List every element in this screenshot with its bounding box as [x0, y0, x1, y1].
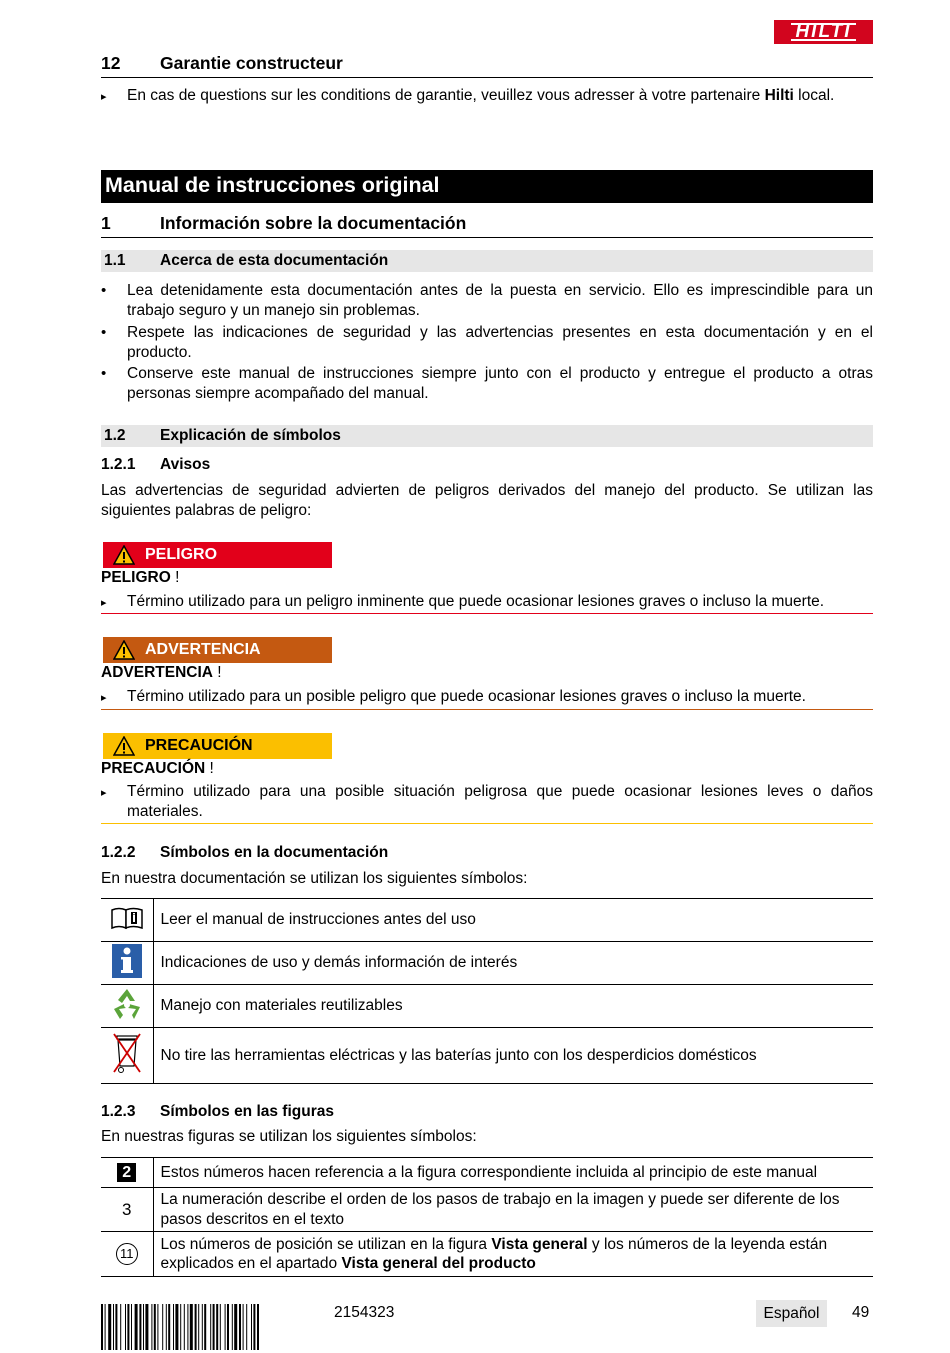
- peligro-description: ▸ Término utilizado para un peligro inminente que puede ocasionar lesiones graves o incluso la muerte.: [101, 592, 873, 614]
- info-icon: [112, 965, 142, 982]
- table-row: 11 Los números de posición se utilizan en la figura Vista general y los números de la leyenda están explicados en el apartado Vista general del producto: [101, 1232, 873, 1277]
- fig-symbols-table: [101, 1157, 873, 1277]
- barcode-icon: [101, 1304, 313, 1350]
- peligro-rule: [101, 613, 873, 614]
- manual-title: Manual de instrucciones original: [101, 170, 873, 203]
- precaucion-word: PRECAUCIÓN !: [101, 760, 214, 777]
- section-1-2-3-heading: 1.2.3 Símbolos en las figuras: [101, 1103, 334, 1120]
- arrow-bullet-icon: ▸: [101, 597, 107, 609]
- language-label: Español: [756, 1300, 827, 1327]
- symbols-fig-intro: En nuestras figuras se utilizan los siguientes símbolos:: [101, 1128, 477, 1145]
- warranty-bullet: ▸ En cas de questions sur les conditions de garantie, veuillez vous adresser à votre partenaire Hilti local.: [101, 86, 873, 108]
- table-row: Leer el manual de instrucciones antes del uso: [101, 899, 873, 942]
- section-1-2-heading: 1.2 Explicación de símbolos: [101, 425, 873, 447]
- recycle-icon: [110, 1008, 144, 1025]
- peligro-sign: PELIGRO: [103, 542, 332, 568]
- table-row: Manejo con materiales reutilizables: [101, 985, 873, 1028]
- warning-triangle-icon: [103, 736, 145, 756]
- doc-symbols-table: [101, 898, 873, 1084]
- list-item: • Conserve este manual de instrucciones siempre junto con el producto y entregue el producto a otras personas siempre acompañado del manual.: [101, 365, 873, 402]
- table-row: 2 Estos números hacen referencia a la figura correspondiente incluida al principio de este manual: [101, 1158, 873, 1188]
- peligro-word: PELIGRO !: [101, 569, 180, 586]
- section-1-2-1-heading: 1.2.1 Avisos: [101, 456, 211, 473]
- precaucion-description: ▸ Término utilizado para una posible situación peligrosa que puede ocasionar lesiones leves o daños materiales.: [101, 783, 873, 820]
- section-1-1-heading: 1.1 Acerca de esta documentación: [101, 250, 873, 272]
- hilti-logo: HILTI: [774, 20, 873, 44]
- advertencia-word: ADVERTENCIA !: [101, 664, 222, 681]
- warning-triangle-icon: [103, 640, 145, 660]
- advertencia-description: ▸ Término utilizado para un posible peligro que puede ocasionar lesiones graves o incluso la muerte.: [101, 687, 873, 709]
- list-item: • Lea detenidamente esta documentación antes de la puesta en servicio. Ello es imprescindible para un trabajo seguro y un manejo sin problemas.: [101, 282, 873, 319]
- list-item: • Respete las indicaciones de seguridad y las advertencias presentes en esta documentación y en el producto.: [101, 324, 873, 361]
- arrow-bullet-icon: ▸: [101, 692, 107, 704]
- figure-number-icon: 2: [117, 1163, 136, 1182]
- table-row: 3 La numeración describe el orden de los pasos de trabajo en la imagen y puede ser diferente de los pasos descritos en el texto: [101, 1188, 873, 1232]
- section-1-2-2-heading: 1.2.2 Símbolos en la documentación: [101, 844, 389, 861]
- document-code: 2154323: [334, 1304, 395, 1321]
- section-1-heading: 1 Información sobre la documentación: [101, 213, 873, 238]
- arrow-bullet-icon: ▸: [101, 787, 107, 799]
- page-number: 49: [852, 1304, 870, 1321]
- crossed-bin-icon: [111, 1063, 143, 1080]
- precaucion-sign: PRECAUCIÓN: [103, 733, 332, 759]
- warning-triangle-icon: [103, 545, 145, 565]
- section-12-heading: 12 Garantie constructeur: [101, 53, 873, 78]
- symbols-doc-intro: En nuestra documentación se utilizan los siguientes símbolos:: [101, 870, 528, 887]
- precaucion-rule: [101, 823, 873, 824]
- advertencia-rule: [101, 709, 873, 710]
- position-number-icon: 11: [116, 1243, 138, 1265]
- advertencia-sign: ADVERTENCIA: [103, 637, 332, 663]
- read-manual-icon: [110, 917, 144, 934]
- table-row: No tire las herramientas eléctricas y las baterías junto con los desperdicios domésticos: [101, 1028, 873, 1084]
- arrow-bullet-icon: ▸: [101, 91, 107, 103]
- table-row: Indicaciones de uso y demás información de interés: [101, 942, 873, 985]
- step-number: 3: [101, 1188, 153, 1232]
- avisos-intro: Las advertencias de seguridad advierten de peligros derivados del manejo del producto. Se utilizan las siguientes palabras de peligro:: [101, 482, 873, 519]
